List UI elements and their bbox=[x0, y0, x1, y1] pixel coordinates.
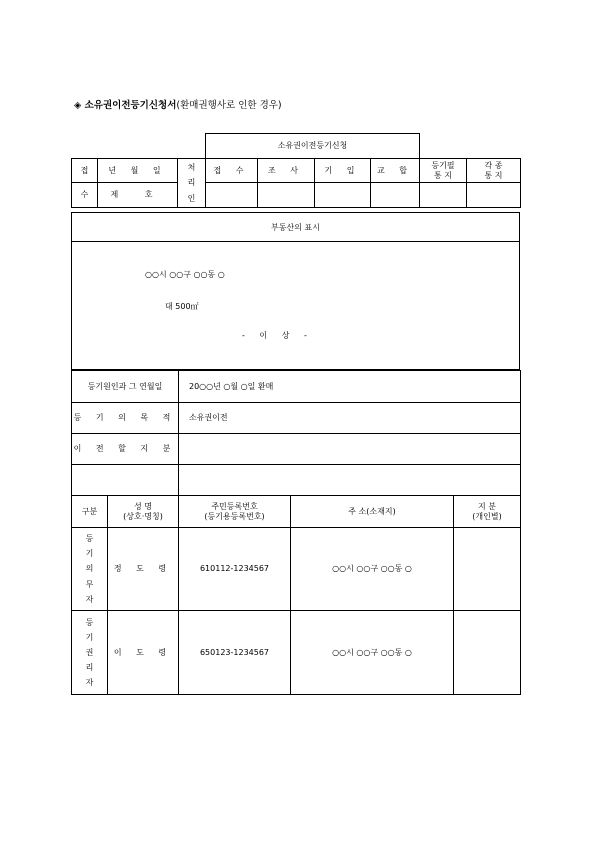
details-table bbox=[71, 370, 521, 496]
obligee-id[interactable]: 650123-1234567 bbox=[179, 611, 291, 695]
share-label: 이 전 할 지 분 bbox=[72, 434, 179, 465]
reception-table bbox=[71, 133, 521, 208]
obligee-address[interactable]: ○○시 ○○구 ○○동 ○ bbox=[291, 611, 454, 695]
purpose-label: 등 기 의 목 적 bbox=[72, 403, 179, 434]
obligor-id[interactable]: 610112-1234567 bbox=[179, 528, 291, 611]
obligor-name[interactable]: 정 도 령 bbox=[108, 528, 179, 611]
header-div: 구분 bbox=[72, 496, 108, 528]
document-title bbox=[74, 97, 282, 111]
property-area: 대 500㎡ bbox=[165, 302, 199, 311]
header-share: 지 분 (개인별) bbox=[454, 496, 521, 528]
cause-value[interactable]: 20○○년 ○월 ○일 환매 bbox=[179, 371, 521, 403]
diamond-bullet-icon: ◈ bbox=[74, 100, 82, 111]
property-section bbox=[71, 212, 520, 370]
title-sub: (환매권행사로 인한 경우) bbox=[176, 100, 282, 111]
cell-jeopsu[interactable] bbox=[206, 183, 258, 208]
cell-deunggipil[interactable] bbox=[420, 183, 467, 208]
purpose-value[interactable]: 소유권이전 bbox=[179, 403, 521, 434]
col-deunggipil: 등기필 통 지 bbox=[420, 159, 467, 183]
col-giip: 기 입 bbox=[315, 159, 371, 183]
blank-label bbox=[72, 465, 179, 496]
obligor-address[interactable]: ○○시 ○○구 ○○동 ○ bbox=[291, 528, 454, 611]
blank-value[interactable] bbox=[179, 465, 521, 496]
reception-header: 소유권이전등기신청 bbox=[206, 134, 420, 159]
title-main: 소유권이전등기신청서 bbox=[84, 100, 177, 111]
col-gyohap: 교 합 bbox=[371, 159, 420, 183]
jeop-label: 접 bbox=[72, 159, 98, 183]
cheori-label: 처 리 인 bbox=[178, 159, 206, 208]
no-label: 제 호 bbox=[98, 183, 178, 208]
obligee-label: 등 기 권 리 자 bbox=[72, 611, 108, 695]
date-label: 년 월 일 bbox=[98, 159, 178, 183]
cell-gakjong[interactable] bbox=[467, 183, 521, 208]
cause-label: 등기원인과 그 연월일 bbox=[72, 371, 179, 403]
property-address: ○○시 ○○구 ○○동 ○ bbox=[145, 270, 225, 279]
property-header-text: 부동산의 표시 bbox=[271, 222, 320, 232]
obligor-share[interactable] bbox=[454, 528, 521, 611]
parties-table bbox=[71, 495, 521, 695]
cell-gyohap[interactable] bbox=[371, 183, 420, 208]
col-josa: 조 사 bbox=[258, 159, 315, 183]
header-address: 주 소(소재지) bbox=[291, 496, 454, 528]
cell-giip[interactable] bbox=[315, 183, 371, 208]
property-end-mark: - 이 상 - bbox=[242, 331, 313, 340]
header-name: 성 명 (상호·명칭) bbox=[108, 496, 179, 528]
obligee-name[interactable]: 이 도 령 bbox=[108, 611, 179, 695]
header-id: 주민등록번호 (등기용등록번호) bbox=[179, 496, 291, 528]
obligee-share[interactable] bbox=[454, 611, 521, 695]
table-row bbox=[72, 528, 521, 611]
col-jeopsu: 접 수 bbox=[206, 159, 258, 183]
table-row bbox=[72, 611, 521, 695]
cell-josa[interactable] bbox=[258, 183, 315, 208]
su-label: 수 bbox=[72, 183, 98, 208]
obligor-label: 등 기 의 무 자 bbox=[72, 528, 108, 611]
property-header bbox=[72, 213, 519, 242]
share-value[interactable] bbox=[179, 434, 521, 465]
col-gakjong: 각 종 통 지 bbox=[467, 159, 521, 183]
